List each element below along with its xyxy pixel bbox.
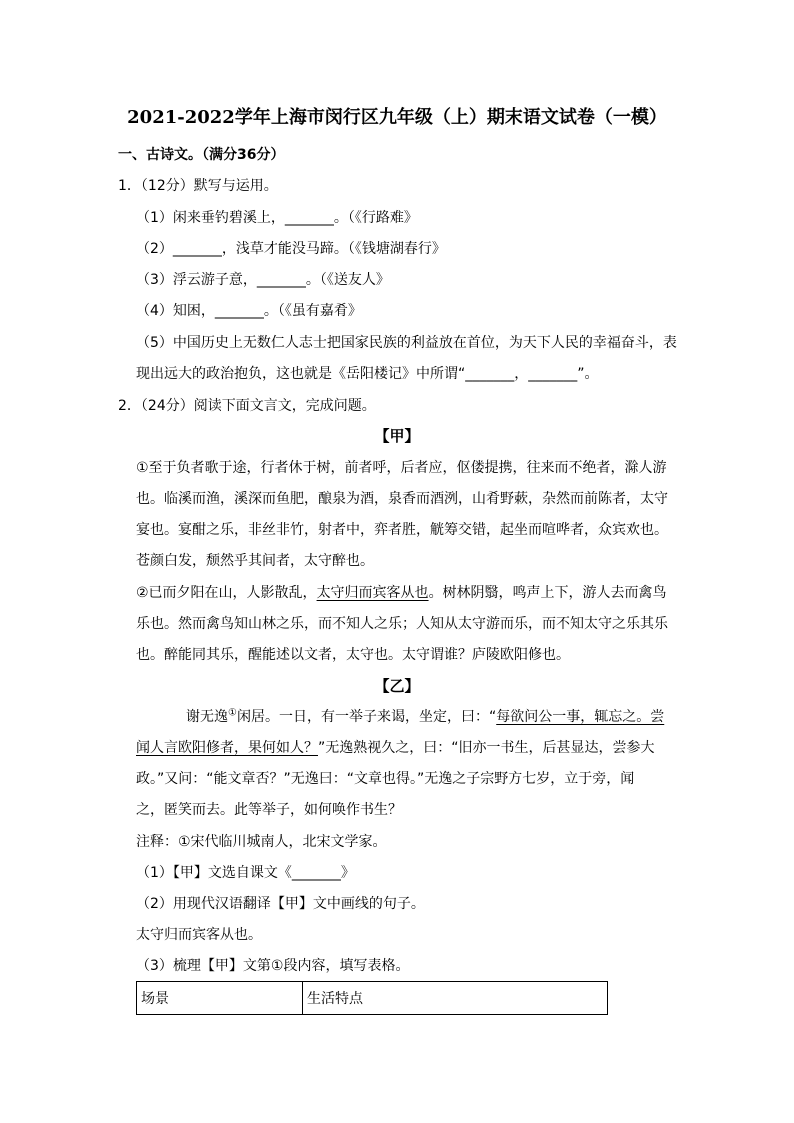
passage-jia-heading: 【甲】 bbox=[374, 427, 420, 445]
passage-text: 谢无逸 bbox=[186, 709, 228, 725]
passage-jia-line bbox=[136, 583, 667, 603]
table-header-cell: 生活特点 bbox=[303, 982, 608, 1015]
table-row bbox=[137, 982, 608, 1015]
sub-question: （1）【甲】文选自课文《_______》 bbox=[136, 865, 355, 881]
passage-yi-line bbox=[186, 707, 664, 727]
passage-yi-heading: 【乙】 bbox=[374, 677, 420, 695]
passage-jia-line: ①至于负者歌于途，行者休于树，前者呼，后者应，伛偻提携，往来而不绝者，滁人游 bbox=[136, 460, 667, 476]
section-heading: 一、古诗文。（满分36分） bbox=[118, 147, 285, 163]
underlined-sentence: 每欲问公一事，辄忘之。尝 bbox=[496, 709, 665, 725]
passage-text: ②已而夕阳在山，人影散乱， bbox=[136, 585, 317, 601]
passage-text: 闲居。一日，有一举子来谒，坐定，曰：“ bbox=[236, 709, 497, 725]
page-title: 2021-2022学年上海市闵行区九年级（上）期末语文试卷（一模） bbox=[127, 107, 667, 128]
passage-text: ”无逸熟视久之，曰：“旧亦一书生，后甚显达，尝参大 bbox=[318, 740, 655, 756]
sub-question-sentence: 太守归而宾客从也。 bbox=[136, 927, 262, 943]
underlined-sentence: 太守归而宾客从也 bbox=[316, 585, 429, 601]
question-1-stem: 1．（12分）默写与运用。 bbox=[118, 178, 278, 194]
table-header-cell: 场景 bbox=[137, 982, 303, 1015]
passage-jia-line: 苍颜白发，颓然乎其间者，太守醉也。 bbox=[136, 553, 374, 569]
underlined-sentence: 闻人言欧阳修者，果何如人？ bbox=[136, 740, 318, 756]
question-1-item: （2）_______，浅草才能没马蹄。（《钱塘湖春行》 bbox=[136, 241, 446, 257]
passage-yi-line: 之，匿笑而去。此等举子，如何唤作书生？ bbox=[136, 802, 402, 818]
passage-jia-line: 乐也。然而禽鸟知山林之乐，而不知人之乐；人知从太守游而乐，而不知太守之乐其乐 bbox=[136, 616, 668, 632]
passage-jia-line: 宴也。宴酣之乐，非丝非竹，射者中，弈者胜，觥筹交错，起坐而喧哗者，众宾欢也。 bbox=[136, 522, 668, 538]
sub-question: （2）用现代汉语翻译【甲】文中画线的句子。 bbox=[136, 896, 425, 912]
question-1-item: （5）中国历史上无数仁人志士把国家民族的利益放在首位，为天下人民的幸福奋斗，表 bbox=[136, 335, 677, 351]
annotation-note: 注释：①宋代临川城南人，北宋文学家。 bbox=[136, 834, 387, 850]
passage-jia-line: 也。醉能同其乐，醒能述以文者，太守也。太守谓谁？庐陵欧阳修也。 bbox=[136, 647, 570, 663]
question-1-item: （3）浮云游子意，_______。（《送友人》 bbox=[136, 272, 390, 288]
question-1-item: （1）闲来垂钓碧溪上，_______。（《行路难》 bbox=[136, 210, 418, 226]
sub-question: （3）梳理【甲】文第①段内容，填写表格。 bbox=[136, 958, 410, 974]
question-2-stem: 2．（24分）阅读下面文言文，完成问题。 bbox=[118, 398, 376, 414]
passage-jia-line: 也。临溪而渔，溪深而鱼肥，酿泉为酒，泉香而酒洌，山肴野蔌，杂然而前陈者，太守 bbox=[136, 491, 668, 507]
footnote-marker: ① bbox=[228, 707, 237, 719]
answer-table bbox=[136, 981, 608, 1015]
passage-text: 。树林阴翳，鸣声上下，游人去而禽鸟 bbox=[428, 585, 667, 601]
passage-yi-line: 政。”又问：“能文章否？”无逸曰：“文章也得。”无逸之子宗野方七岁，立于旁，闻 bbox=[136, 771, 635, 787]
passage-yi-line bbox=[136, 738, 655, 758]
question-1-item: 现出远大的政治抱负，这也就是《岳阳楼记》中所谓“_______，_______”。 bbox=[136, 366, 599, 382]
question-1-item: （4）知困，_______。（《虽有嘉肴》 bbox=[136, 303, 362, 319]
